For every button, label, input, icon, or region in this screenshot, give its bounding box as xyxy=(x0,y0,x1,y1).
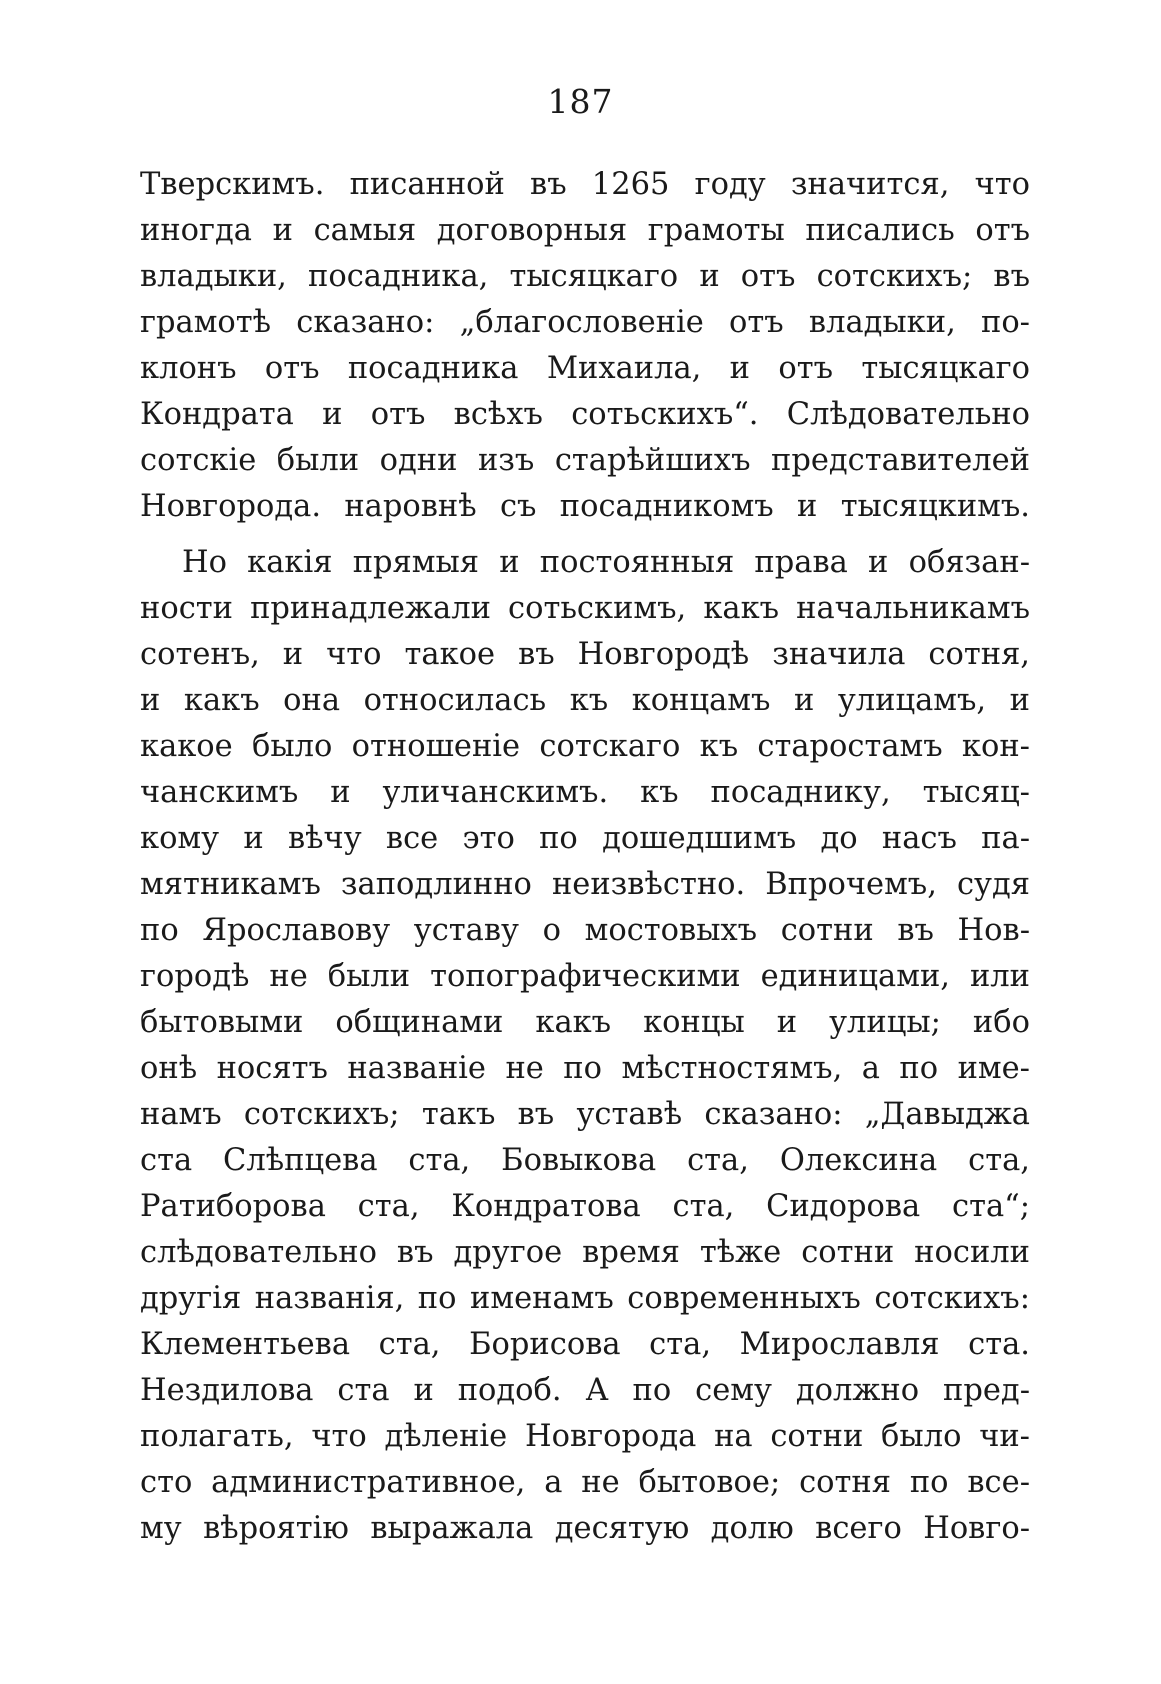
text-line: Клементьева ста, Борисова ста, Мирославля ста. xyxy=(140,1327,1030,1362)
text-line: мятникамъ заподлинно неизвѣстно. Впрочемъ, судя xyxy=(140,867,1030,902)
text-line: Ратиборова ста, Кондратова ста, Сидорова ста“; xyxy=(140,1189,1030,1224)
text-line: Но какія прямыя и постоянныя права и обязан- xyxy=(182,545,1030,580)
text-line: владыки, посадника, тысяцкаго и отъ сотскихъ; въ xyxy=(140,259,1030,294)
page-number: 187 xyxy=(547,82,614,121)
text-line: грамотѣ сказано: „благословеніе отъ владыки, по- xyxy=(140,305,1030,340)
text-line: иногда и самыя договорныя грамоты писались отъ xyxy=(140,213,1030,248)
text-line: чанскимъ и уличанскимъ. къ посаднику, тысяц- xyxy=(140,775,1030,810)
text-line: сотенъ, и что такое въ Новгородѣ значила сотня, xyxy=(140,637,1030,672)
text-line: и какъ она относилась къ концамъ и улицамъ, и xyxy=(140,683,1030,718)
text-line: сто административное, а не бытовое; сотня по все- xyxy=(140,1465,1030,1500)
text-line: Нездилова ста и подоб. А по сему должно пред- xyxy=(140,1373,1030,1408)
text-line: Новгорода. наровнѣ съ посадникомъ и тысяцкимъ. xyxy=(140,489,1030,524)
text-line: Кондрата и отъ всѣхъ сотьскихъ“. Слѣдовательно xyxy=(140,397,1030,432)
paragraph xyxy=(140,540,1030,1552)
text-line: намъ сотскихъ; такъ въ уставѣ сказано: „Давыджа xyxy=(140,1097,1030,1132)
text-line: му вѣроятію выражала десятую долю всего Новго- xyxy=(140,1511,1030,1546)
text-line: полагать, что дѣленіе Новгорода на сотни было чи- xyxy=(140,1419,1030,1454)
text-line: сотскіе были одни изъ старѣйшихъ представителей xyxy=(140,443,1030,478)
text-line: кому и вѣчу все это по дошедшимъ до насъ па- xyxy=(140,821,1030,856)
text-line: какое было отношеніе сотскаго къ старостамъ кон- xyxy=(140,729,1030,764)
text-line: городѣ не были топографическими единицами, или xyxy=(140,959,1030,994)
body-text xyxy=(140,162,1030,1552)
text-line: ности принадлежали сотьскимъ, какъ начальникамъ xyxy=(140,591,1030,626)
paragraph xyxy=(140,162,1030,530)
text-line: слѣдовательно въ другое время тѣже сотни носили xyxy=(140,1235,1030,1270)
text-line: бытовыми общинами какъ концы и улицы; ибо xyxy=(140,1005,1030,1040)
text-line: другія названія, по именамъ современныхъ сотскихъ: xyxy=(140,1281,1030,1316)
text-line: ста Слѣпцева ста, Бовыкова ста, Олексина ста, xyxy=(140,1143,1030,1178)
text-line: онѣ носятъ названіе не по мѣстностямъ, а по име- xyxy=(140,1051,1030,1086)
text-line: Тверскимъ. писанной въ 1265 году значится, что xyxy=(140,167,1030,202)
text-line: клонъ отъ посадника Михаила, и отъ тысяцкаго xyxy=(140,351,1030,386)
text-line: по Ярославову уставу о мостовыхъ сотни въ Нов- xyxy=(140,913,1030,948)
